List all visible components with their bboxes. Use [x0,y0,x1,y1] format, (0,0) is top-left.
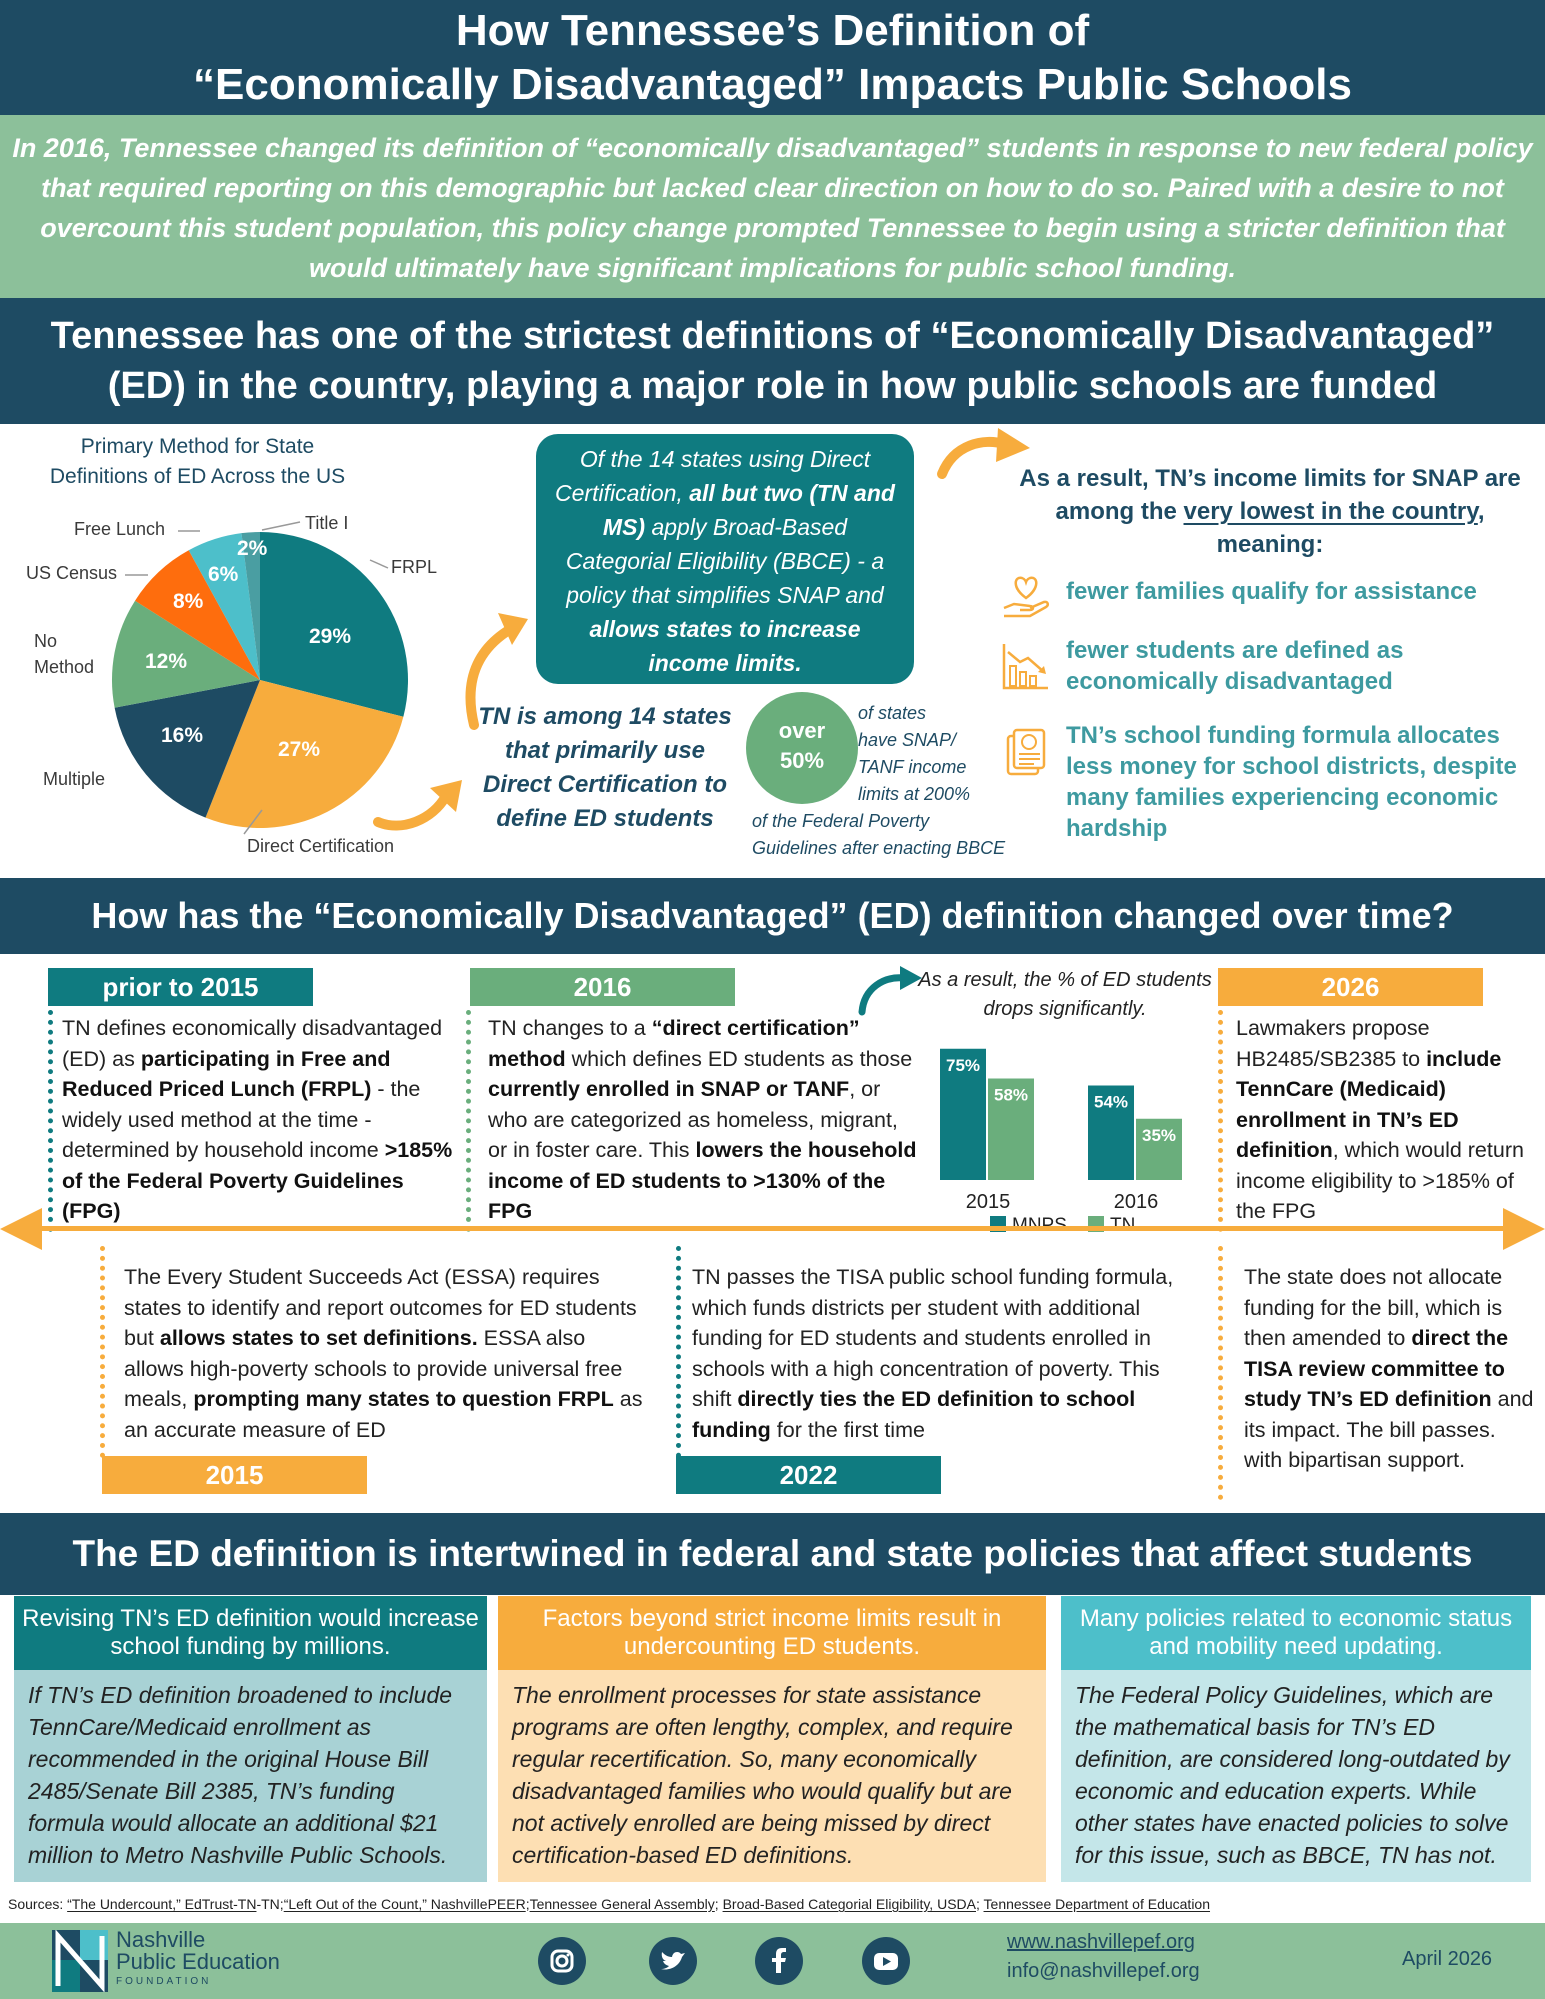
bar-label-tn-2016: 35% [1141,1125,1177,1145]
org-name-line1: Nashville [116,1927,206,1952]
bar-label-mnps-2015: 75% [945,1055,981,1075]
pie-label-us-census: US Census [26,563,118,583]
publish-date: April 2026 [1402,1948,1493,1970]
snap-text-5: of the Federal Poverty [752,811,930,831]
pie-pct-free-lunch: 6% [208,563,239,586]
result-post: , meaning: [1216,498,1485,558]
tl-2016-run-1: “direct certification” method [488,1016,860,1071]
box2-heading: Factors beyond strict income limits result in undercounting ED students. [498,1596,1046,1670]
pie-label-title-i: Title I [305,513,349,533]
org-name-line2: Public Education [116,1949,280,1974]
tl-2016-run-0: TN changes to a [488,1016,652,1040]
sources-sep-1: -TN; [256,1896,284,1912]
badge-line1: over [778,718,826,743]
tl-prior2015-run-3: >185% of the Federal Poverty Guidelines (FPG) [62,1138,453,1223]
pie-pct-direct-certification: 27% [278,738,321,761]
timeline-text-2026 [1236,1013,1536,1227]
box1-body: If TN’s ED definition broadened to include TennCare/Medicaid enrollment as recommended in the original House Bill 2485/Senate Bill 2385, TN’s funding formula would allocate an additional $21 million to Metro Nashville Public Schools. [14,1670,487,1882]
tl-2015-run-4: as an accurate measure of ED [124,1387,643,1442]
page-header [0,0,1545,115]
timeline-connector-2015 [100,1246,105,1458]
section1-heading [0,298,1545,424]
tl-2026-run-2: , which would return income eligibility to >185% of the FPG [1236,1138,1524,1223]
section3-heading: The ED definition is intertwined in federal and state policies that affect students [0,1513,1545,1595]
pie-pct-multiple: 16% [161,724,204,747]
heart-hand-icon [1000,568,1052,620]
result-underlined: very lowest in the country [1183,498,1478,525]
source-link-1[interactable]: “The Undercount,” EdTrust-TN [67,1896,257,1912]
tl-prior2015-run-2: - the widely used method at the time - determined by household income [62,1077,421,1162]
funding-document-icon [1000,726,1052,778]
snap-text-6: Guidelines after enacting BBCE [752,838,1006,858]
bbce-text-2: apply Broad-Based Categorial Eligibility (BBCE) - a policy that simplifies SNAP and [565,514,885,608]
tl-prior2015-run-0: TN defines economically disadvantaged (ED) as [62,1016,443,1071]
source-link-3[interactable]: Tennessee General Assembly [529,1896,715,1912]
tl-2016-run-5: lowers the household income of ED students to >130% of the FPG [488,1138,917,1223]
timeline-text-2026-outcome [1244,1262,1536,1476]
sources-line [8,1896,1210,1912]
source-link-5[interactable]: Tennessee Department of Education [983,1896,1211,1912]
timeline-text-2015 [124,1262,644,1445]
tag-2026: 2026 [1218,968,1483,1006]
bbce-text-1: Of the 14 states using Direct Certification, [555,446,871,506]
box2-body: The enrollment processes for state assistance programs are often lengthy, complex, and require regular recertification. So, many economically disadvantaged families who would qualify but are not actively enrolled are being missed by direct certification-based ED definitions. [498,1670,1046,1882]
title-line-2: “Economically Disadvantaged” Impacts Public Schools [193,60,1352,109]
bar-chart-caption: As a result, the % of ED students drops significantly. [918,969,1212,1020]
arrow-right-curve-icon [372,770,472,840]
timeline-connector-prior-2015 [48,1010,53,1232]
pie-title-line1: Primary Method for State [80,435,315,458]
sources-sep-2: ; [525,1896,530,1912]
timeline-text-prior-2015 [62,1013,462,1227]
email-link[interactable]: info@nashvillepef.org [1007,1960,1200,1982]
tag-prior-2015: prior to 2015 [48,968,313,1006]
pie-pct-no-method: 12% [145,650,188,673]
bbce-bold-2: allows states to increase income limits. [589,616,861,676]
timeline-text-2022 [692,1262,1202,1445]
tag-2015: 2015 [102,1456,367,1494]
tag-2016: 2016 [470,968,735,1006]
box3-body: The Federal Policy Guidelines, which are the mathematical basis for TN’s ED definition, are considered long-outdated by economic and education experts. While other states have enacted policies to solve for this issue, such as BBCE, TN has not. [1061,1670,1531,1882]
pie-title-line2: Definitions of ED Across the US [49,465,346,488]
pie-pct-us-census: 8% [173,590,204,613]
npef-logo-icon [52,1930,108,1992]
timeline-text-2016 [488,1013,920,1227]
tl-2026-run-1: include TennCare (Medicaid) enrollment in TN’s ED definition [1236,1046,1502,1162]
declining-chart-icon [1000,640,1052,692]
tl-2022-run-1: directly ties the ED definition to school funding [692,1387,1136,1442]
timeline-connector-2026b [1218,1246,1223,1500]
box3-heading: Many policies related to economic status and mobility need updating. [1061,1596,1531,1670]
source-link-4[interactable]: Broad-Based Categorial Eligibility, USDA [722,1896,976,1912]
source-link-2[interactable]: “Left Out of the Count,” NashvillePEER [283,1896,526,1912]
result-item-1: fewer families qualify for assistance [1066,578,1477,605]
snap-text-4: limits at 200% [858,784,971,804]
sources-sep-4: ; [976,1896,984,1912]
tl-2015-run-0: The Every Student Succeeds Act (ESSA) requires states to identify and report outcomes for ED students but [124,1265,637,1350]
tl-2026b-run-0: The state does not allocate funding for the bill, which is then amended to [1244,1265,1503,1350]
tag-2022: 2022 [676,1456,941,1494]
tl-2015-run-3: prompting many states to question FRPL [193,1387,614,1411]
result-item-2: fewer students are defined as economically disadvantaged [1066,637,1404,695]
tl-2016-run-4: , or who are categorized as homeless, migrant, or in foster care. This [488,1077,898,1162]
timeline-connector-2026 [1218,1010,1223,1232]
bar-category-2015: 2015 [965,1191,1011,1213]
box1-heading: Revising TN’s ED definition would increase school funding by millions. [14,1596,487,1670]
bbce-bold-1: all but two (TN and MS) [602,480,895,540]
website-link[interactable]: www.nashvillepef.org [1007,1931,1195,1953]
timeline-right-arrowhead [1497,1208,1545,1250]
tl-prior2015-run-1: participating in Free and Reduced Priced Lunch (FRPL) [62,1046,391,1101]
result-item-3: TN’s school funding formula allocates less money for school districts, despite many families experiencing economic hardship [1066,722,1517,842]
pie-label-free-lunch: Free Lunch [74,519,166,539]
pie-chart-title [10,432,385,492]
bar-category-2016: 2016 [1113,1191,1159,1213]
pie-pct-frpl: 29% [309,625,352,648]
title-line-1: How Tennessee’s Definition of [455,6,1090,55]
tl-2022-run-0: TN passes the TISA public school funding formula, which funds districts per student with additional funding for ED students and students enrolled in schools with a high concentration of poverty. This shift [692,1265,1174,1411]
badge-line2: 50% [779,748,825,773]
bar-chart [920,1030,1210,1240]
sources-sep-3: ; [714,1896,723,1912]
tl-2016-run-2: which defines ED students as those [565,1046,913,1071]
pie-pct-title-i: 2% [237,537,268,560]
tl-2015-run-1: allows states to set definitions. [159,1326,478,1350]
pie-label-no-method: No Method [34,631,95,677]
timeline-left-arrowhead [0,1208,48,1250]
pie-label-connectors [0,500,420,860]
instagram-icon[interactable] [538,1937,586,1985]
tl-2022-run-2: for the first time [770,1417,925,1442]
org-name-line3: FOUNDATION [116,1976,212,1987]
facebook-icon[interactable] [755,1937,803,1985]
timeline-connector-2016 [466,1010,471,1232]
sources-label: Sources: [8,1896,68,1912]
tn-among-statement: TN is among 14 states that primarily use Direct Certification to define ED students [478,703,732,832]
bar-label-tn-2015: 58% [993,1085,1029,1105]
section1-heading-line2: (ED) in the country, playing a major role in how public schools are funded [107,365,1438,407]
youtube-icon[interactable] [862,1937,910,1985]
snap-text-2: have SNAP/ [858,730,957,750]
tl-2016-run-3: currently enrolled in SNAP or TANF [488,1077,850,1101]
pie-label-direct-certification: Direct Certification [247,836,395,856]
pie-label-frpl: FRPL [391,557,438,577]
bar-label-mnps-2016: 54% [1093,1092,1129,1112]
tl-2026b-run-1: direct the TISA review committee to study TN’s ED definition [1244,1326,1509,1411]
result-pre: As a result, TN’s income limits for SNAP are among the [1019,465,1521,525]
twitter-icon[interactable] [649,1937,697,1985]
tl-2026b-run-2: and its impact. The bill passes. with bipartisan support. [1244,1387,1534,1472]
bbce-info-box [536,434,914,684]
tl-2015-run-2: ESSA also allows high-poverty schools to provide universal free meals, [124,1326,623,1411]
timeline-connector-2022 [676,1246,681,1458]
over-50-percent-badge [746,692,858,804]
tl-2026-run-0: Lawmakers propose HB2485/SB2385 to [1236,1016,1430,1071]
pie-label-multiple: Multiple [43,769,106,789]
snap-text-3: TANF income [858,757,967,777]
section2-heading: How has the “Economically Disadvantaged” (ED) definition changed over time? [0,878,1545,954]
intro-paragraph: In 2016, Tennessee changed its definition of “economically disadvantaged” students in response to new federal policy that required reporting on this demographic but lacked clear direction on how to do so. Paired with a desire to not overcount this student population, this policy change prompted Tennessee to begin using a stricter definition that would ultimately have significant implications for public school funding. [0,115,1545,298]
snap-text-1: of states [858,703,927,723]
section1-heading-line1: Tennessee has one of the strictest definitions of “Economically Disadvantaged” [50,315,1495,357]
result-title [1000,462,1540,561]
timeline-axis [10,1226,1535,1231]
